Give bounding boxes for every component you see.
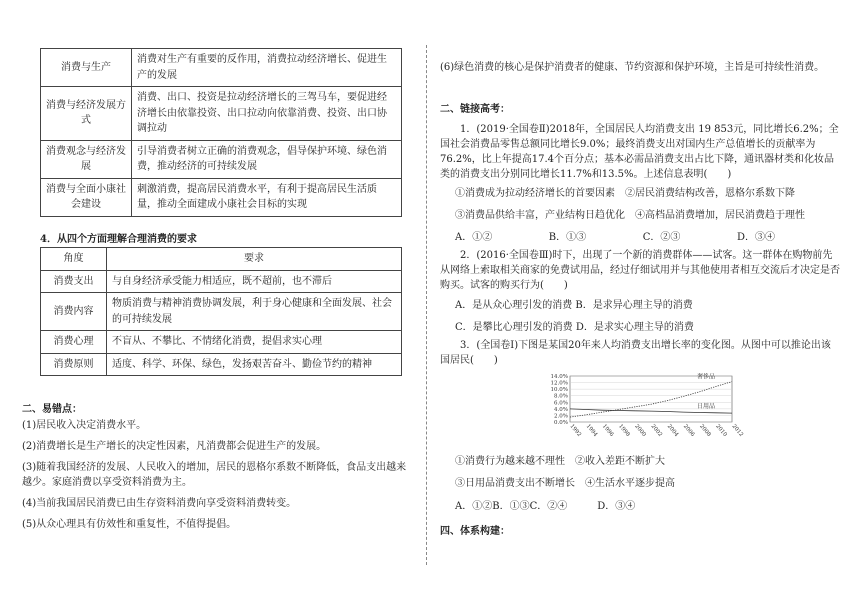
choice-a: A．①② xyxy=(455,232,493,243)
error-item: (2)消费增长是生产增长的决定性因素，凡消费都会促进生产的发展。 xyxy=(22,441,327,452)
question-2-stem: 2．(2016·全国卷Ⅲ)时下，出现了一个新的消费群体——试客。这一群体在购物前先从网络上索取相关商家的免费试用品，经过仔细试用并与其他使用者相互交流后才决定是否购买。试客的购买行为( ) xyxy=(440,250,840,291)
row-text: 不盲从、不攀比、不情绪化消费，提倡求实心理 xyxy=(107,331,402,354)
row-text: 引导消费者树立正确的消费观念，倡导保护环境、绿色消费，推动经济的可持续发展 xyxy=(132,140,402,178)
error-item: (4)当前我国居民消费已由生存资料消费向享受资料消费转变。 xyxy=(22,498,297,509)
series-label: 日用品 xyxy=(697,403,716,411)
economy-consumption-table xyxy=(40,48,402,217)
row-text: 消费对生产有重要的反作用，消费拉动经济增长、促进生产的发展 xyxy=(132,49,402,87)
row-text: 与自身经济承受能力相适应，既不超前，也不滞后 xyxy=(107,270,402,293)
row-heading: 消费与生产 xyxy=(41,49,132,87)
y-tick-label: 10.0% xyxy=(550,387,568,394)
x-tick-label: 2002 xyxy=(649,423,664,439)
table-row xyxy=(41,353,402,376)
section4-title: 4．从四个方面理解合理消费的要求 xyxy=(40,234,197,245)
x-tick-label: 2010 xyxy=(714,423,728,439)
row-heading: 消费与全面小康社会建设 xyxy=(41,178,132,216)
error-item-6: (6)绿色消费的核心是保护消费者的健康、节约资源和保护环境，主旨是可持续性消费。 xyxy=(440,62,825,73)
y-tick-label: 14.0% xyxy=(550,374,568,380)
system-build-title: 四、体系构建： xyxy=(440,526,510,537)
question-1-options: ③消费品供给丰富，产业结构日趋优化 ④高档品消费增加，居民消费趋于理性 xyxy=(455,210,805,221)
y-tick-label: 4.0% xyxy=(554,406,568,413)
row-heading: 消费观念与经济发展 xyxy=(41,140,132,178)
table-row xyxy=(41,140,402,178)
column-divider xyxy=(426,45,427,565)
row-heading: 消费支出 xyxy=(41,270,107,293)
y-tick-label: 2.0% xyxy=(554,413,568,420)
question-1-stem: 1．(2019·全国卷Ⅱ)2018年，全国居民人均消费支出 19 853元，同比增长6.2%；全国社会消费品零售总额同比增长9.0%；最终消费支出对国内生产总值增长的贡献率为76.2%，比上年提高17.4个百分点；基本必需品消费支出占比下降，通讯器材类和化妆品类的消费支出分别同比增长11.7%和13.5%。上述信息表明( ) xyxy=(440,124,839,180)
column-header: 角度 xyxy=(41,248,107,271)
x-tick-label: 2012 xyxy=(730,423,745,439)
row-text: 刺激消费，提高居民消费水平，有利于提高居民生活质量，推动全面建成小康社会目标的实现 xyxy=(132,178,402,216)
question-2-options: C．是攀比心理引发的消费 D．是求实心理主导的消费 xyxy=(455,322,694,333)
x-tick-label: 2000 xyxy=(633,423,647,439)
consumption-growth-chart xyxy=(540,372,745,442)
link-exam-title: 二、链接高考： xyxy=(440,104,510,115)
error-item: (3)随着我国经济的发展、人民收入的增加，居民的恩格尔系数不断降低，食品支出越来越少。家庭消费以享受资料消费为主。 xyxy=(22,462,407,488)
x-tick-label: 1996 xyxy=(600,423,615,439)
question-3-options: ③日用品消费支出不断增长 ④生活水平逐步提高 xyxy=(455,478,675,489)
choice-b: B．①③ xyxy=(548,232,587,243)
choice-c: C．②③ xyxy=(642,232,681,243)
row-text: 消费、出口、投资是拉动经济增长的三驾马车，要促进经济增长由依靠投资、出口拉动向依靠消费、投资、出口协调拉动 xyxy=(132,87,402,141)
question-3-stem: 3．(全国卷Ⅰ)下图是某国20年来人均消费支出增长率的变化图。从图中可以推论出该国居民( ) xyxy=(440,340,831,366)
error-item: (1)居民收入决定消费水平。 xyxy=(22,420,147,431)
x-tick-label: 2008 xyxy=(698,423,712,439)
table-row xyxy=(41,87,402,141)
series-label: 奢侈品 xyxy=(697,373,716,381)
row-text: 适度、科学、环保、绿色，发扬艰苦奋斗、勤俭节约的精神 xyxy=(107,353,402,376)
choice-d: D．③④ xyxy=(736,232,775,243)
table-row xyxy=(41,293,402,331)
error-points-list xyxy=(22,418,414,538)
x-tick-label: 2004 xyxy=(665,423,680,439)
x-tick-label: 2006 xyxy=(681,423,696,439)
y-tick-label: 0.0% xyxy=(554,420,568,426)
table-row xyxy=(41,331,402,354)
x-tick-label: 1998 xyxy=(617,423,631,439)
y-tick-label: 6.0% xyxy=(554,400,568,407)
row-heading: 消费原则 xyxy=(41,353,107,376)
question-1-options: ①消费成为拉动经济增长的首要因素 ②居民消费结构改善，恩格尔系数下降 xyxy=(455,188,795,199)
error-points-title: 二、易错点： xyxy=(22,404,82,415)
question-1-choices xyxy=(455,228,775,243)
rational-consumption-table xyxy=(40,247,402,376)
plot-frame xyxy=(570,376,732,422)
table-row xyxy=(41,178,402,216)
row-heading: 消费心理 xyxy=(41,331,107,354)
column-header: 要求 xyxy=(107,248,402,271)
question-3-choices: A．①②B．①③C．②④ D．③④ xyxy=(455,501,636,512)
y-tick-label: 12.0% xyxy=(550,380,568,387)
y-tick-label: 8.0% xyxy=(554,393,568,400)
row-heading: 消费内容 xyxy=(41,293,107,331)
row-text: 物质消费与精神消费协调发展，利于身心健康和全面发展、社会的可持续发展 xyxy=(107,293,402,331)
x-tick-label: 1994 xyxy=(584,423,599,439)
question-2-options: A．是从众心理引发的消费 B．是求异心理主导的消费 xyxy=(455,300,693,311)
question-3-options: ①消费行为越来越不理性 ②收入差距不断扩大 xyxy=(455,456,665,467)
row-heading: 消费与经济发展方式 xyxy=(41,87,132,141)
x-tick-label: 1992 xyxy=(568,423,583,439)
error-item: (5)从众心理具有仿效性和重复性，不值得提倡。 xyxy=(22,519,237,530)
table-row xyxy=(41,49,402,87)
table-row xyxy=(41,270,402,293)
